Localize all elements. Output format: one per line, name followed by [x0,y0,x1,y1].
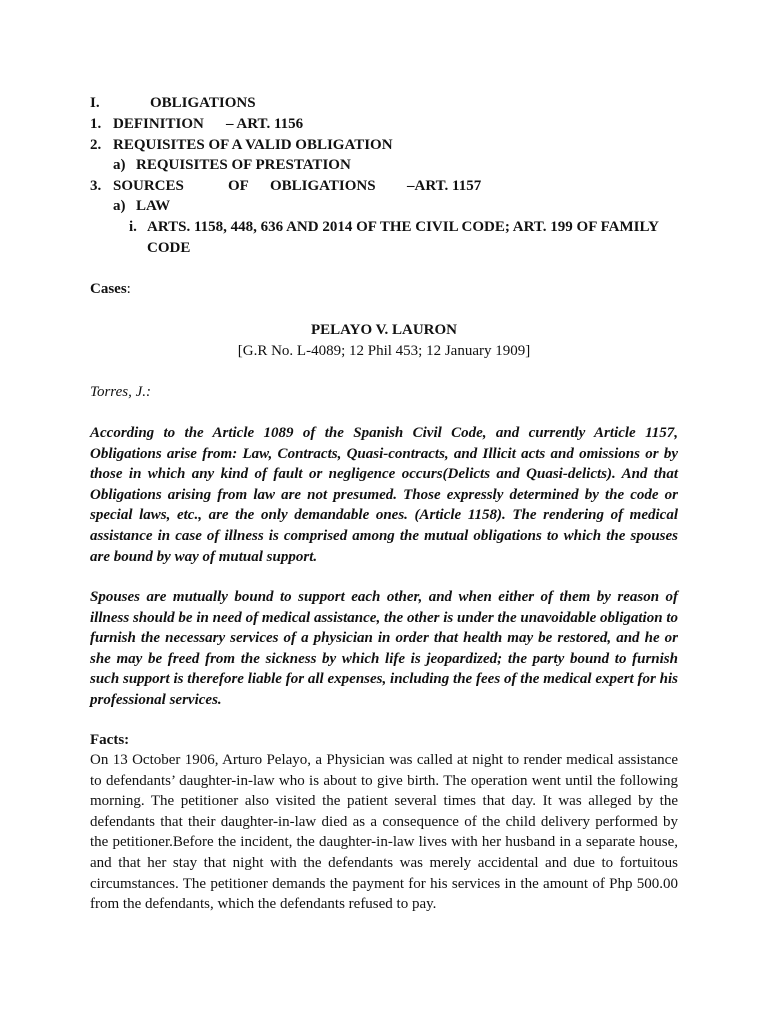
facts-heading: Facts: [90,732,130,748]
outline-item-definition [90,114,303,135]
outline-subitem-law [113,196,170,217]
outline-subitem-label: LAW [136,198,171,214]
outline-subsubitem-label: ARTS. 1158, 448, 636 AND 2014 OF THE CIVIL CODE; ART. 199 OF FAMILY [147,219,659,235]
cases-label [90,279,131,300]
case-ponente: Torres, J.: [90,384,151,400]
outline-item-word: OF [228,178,249,194]
outline-item-label: DEFINITION [113,116,204,132]
outline-item-number: 1. [90,116,102,132]
outline-item-word: OBLIGATIONS [270,178,376,194]
outline-subsubitem-label-continued: CODE [147,240,191,256]
outline-subitem-label: REQUISITES OF PRESTATION [136,157,351,173]
outline-subitem-prestation [113,155,351,176]
outline-subsubitem-number: i. [129,219,137,235]
outline-item-number: 2. [90,137,102,153]
outline-item-reference: – ART. 1156 [226,116,304,132]
outline-heading-text: OBLIGATIONS [150,95,256,111]
outline-subsubitem-articles [129,217,659,238]
doctrine-paragraph-1: According to the Article 1089 of the Spanish Civil Code, and currently Article 1157, Obligations arise from: Law, Contracts, Quasi-contracts, and Illicit acts and omissions or by those in which any kind of fault or negligence occurs(Delicts and Quasi-delicts). And that Obligations arising from law are not presumed. Those expressly determined by the code or special laws, etc., are the only demandable ones. (Article 1158). The rendering of medical assistance in case of illness is comprised among the mutual obligations to which the spouses are bound by way of mutual support. [90,425,678,565]
cases-label-colon: : [126,281,131,297]
outline-subitem-number: a) [113,157,126,173]
case-title: PELAYO V. LAURON [310,322,457,338]
outline-heading-number: I. [90,95,100,111]
outline-item-reference: –ART. 1157 [407,178,482,194]
cases-label-text: Cases [90,281,127,297]
case-citation: [G.R No. L-4089; 12 Phil 453; 12 January 1909] [237,343,531,359]
outline-item-requisites [90,135,393,156]
outline-heading [90,93,256,114]
outline-subsubitem-articles-continued [147,238,190,259]
outline-item-word: SOURCES [113,178,184,194]
outline-item-number: 3. [90,178,102,194]
outline-item-label: REQUISITES OF A VALID OBLIGATION [113,137,393,153]
outline-subitem-number: a) [113,198,126,214]
facts-paragraph: On 13 October 1906, Arturo Pelayo, a Physician was called at night to render medical assistance to defendants’ daughter-in-law who is about to give birth. The operation went until the following morning. The petitioner also visited the patient several times that day. It was alleged by the defendants that their daughter-in-law died as a consequence of the child delivery performed by the petitioner.Before the incident, the daughter-in-law lives with her husband in a separate house, and that her stay that night with the defendants was merely accidental and due to fortuitous circumstances. The petitioner demands the payment for his services in the amount of Php 500.00 from the defendants, which the defendants refused to pay. [90,752,678,913]
doctrine-paragraph-2: Spouses are mutually bound to support each other, and when either of them by reason of illness should be in need of medical assistance, the other is under the unavoidable obligation to furnish the necessary services of a physician in order that health may be restored, and he or she may be freed from the sickness by which life is jeopardized; the party bound to furnish such support is therefore liable for all expenses, including the fees of the medical expert for his professional services. [90,589,678,708]
